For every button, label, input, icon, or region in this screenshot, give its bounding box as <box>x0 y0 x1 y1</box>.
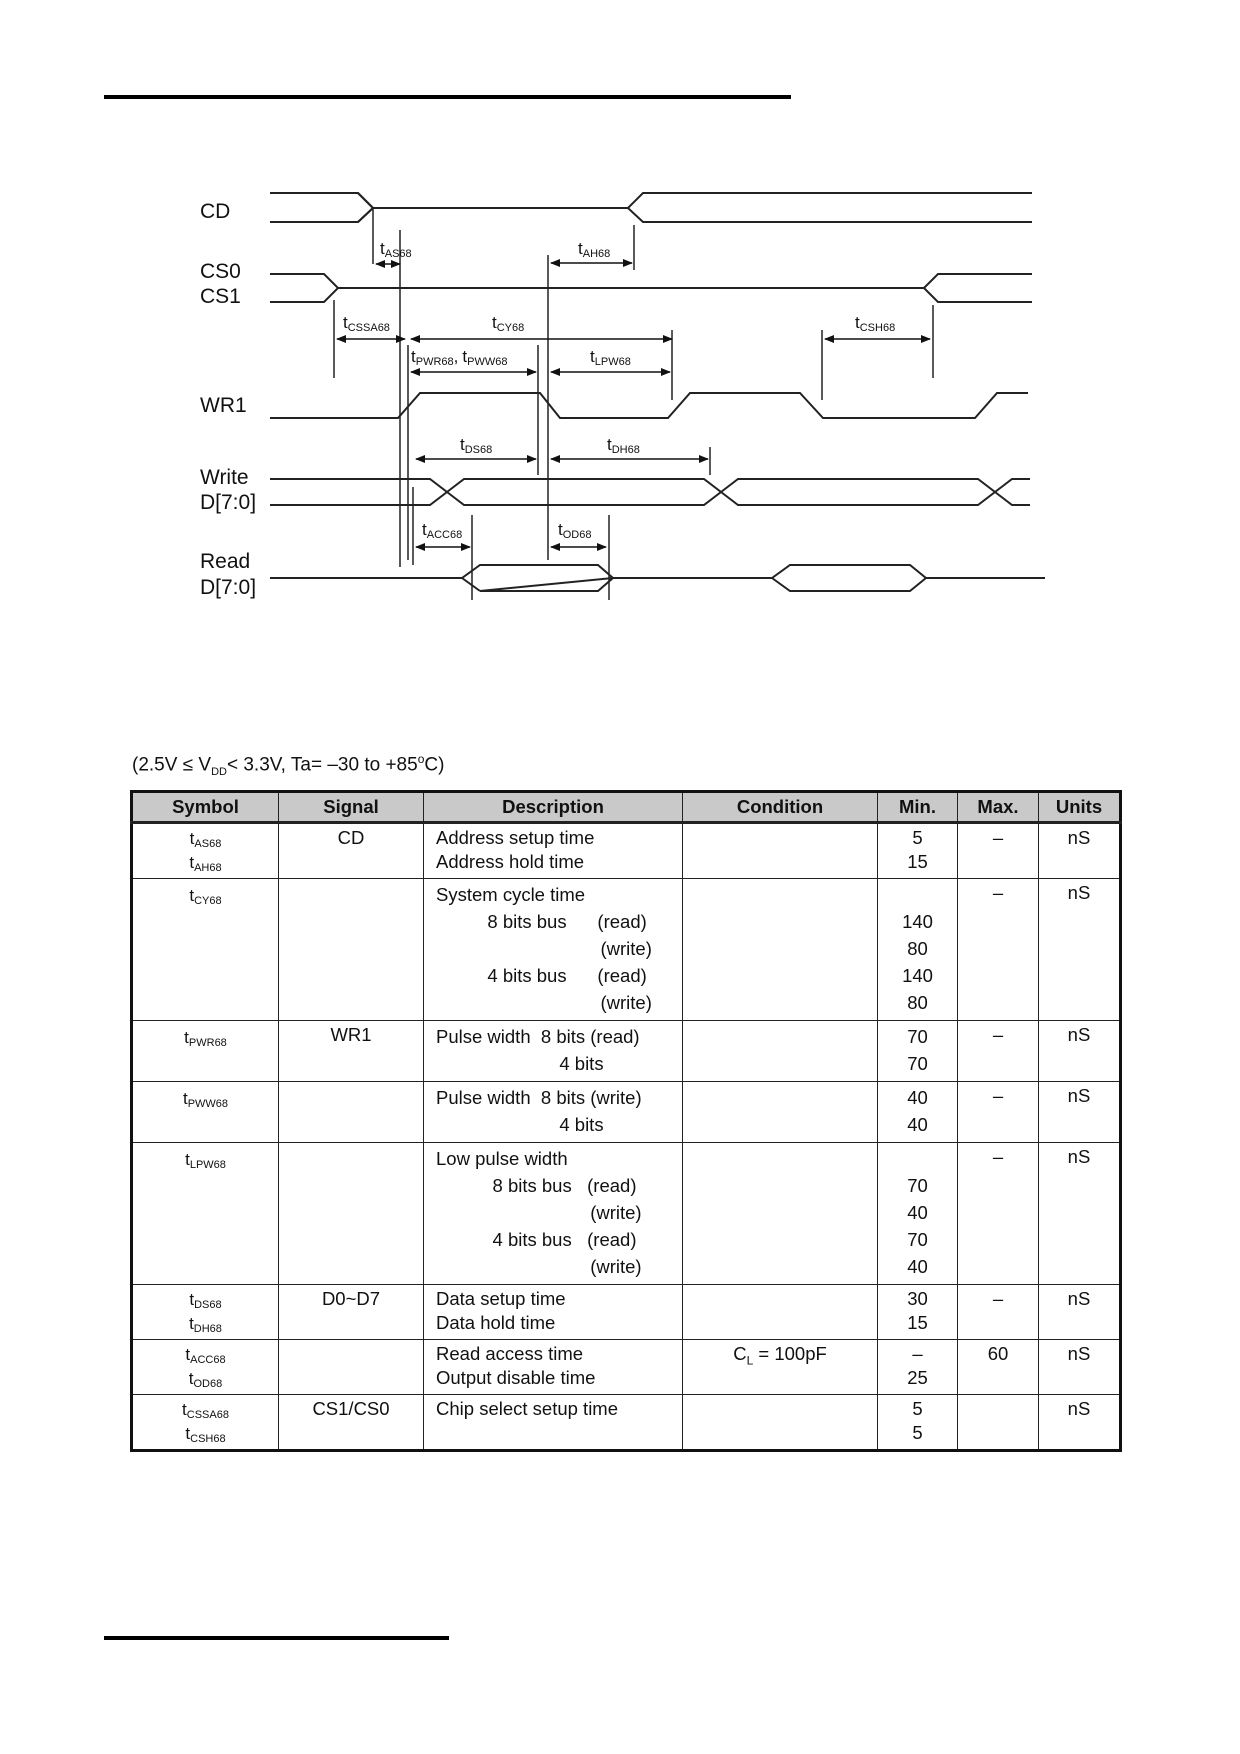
signal-cell <box>279 1285 424 1340</box>
label-write: Write <box>200 466 249 489</box>
cell-line: 70 <box>907 1026 928 1047</box>
description-cell <box>424 1340 683 1395</box>
symbol-cell <box>132 879 279 1021</box>
cell-line <box>424 1421 682 1445</box>
timing-label-ah: tAH68 <box>578 239 611 260</box>
cell-line: – <box>992 1085 1004 1106</box>
symbol-subscript: LPW68 <box>189 1159 226 1171</box>
symbol-letter: t <box>182 1400 187 1419</box>
symbol-letter: t <box>185 1345 191 1364</box>
cell-line: nS <box>1067 1288 1091 1309</box>
cell-line: Read access time <box>436 1343 584 1364</box>
wr1-waveform <box>270 393 1028 418</box>
cell-line <box>683 1287 877 1311</box>
cell-line <box>279 1145 423 1169</box>
symbol-subscript: AH68 <box>194 862 222 874</box>
cell-line <box>133 1023 278 1050</box>
cell-line: 40 <box>907 1114 928 1135</box>
symbol-letter: t <box>189 1314 194 1333</box>
table-row <box>132 1021 1121 1082</box>
cell-line <box>683 881 877 905</box>
table-row <box>132 823 1121 879</box>
timing-label-acc: tACC68 <box>422 520 463 541</box>
cell-line: nS <box>1067 1146 1091 1167</box>
cell-line: – <box>992 1024 1004 1045</box>
label-read: Read <box>200 550 251 573</box>
description-cell <box>424 1395 683 1451</box>
timing-label-lpw: tLPW68 <box>590 347 631 368</box>
footer-rule <box>104 1636 449 1640</box>
min-cell <box>878 1395 958 1451</box>
label-read-data: D[7:0] <box>200 576 257 599</box>
units-cell <box>1039 1082 1121 1143</box>
cell-line <box>683 1342 877 1366</box>
cell-line: 25 <box>907 1367 928 1388</box>
cell-line: Pulse width 8 bits (write) <box>436 1087 642 1108</box>
cell-line <box>133 826 278 850</box>
cell-line <box>133 1311 278 1335</box>
max-cell <box>958 823 1039 879</box>
symbol-subscript: ACC68 <box>190 1354 226 1366</box>
condition-cell <box>683 1143 878 1285</box>
symbol-subscript: AS68 <box>194 838 222 850</box>
symbol-cell <box>132 1340 279 1395</box>
symbol-cell <box>132 1082 279 1143</box>
label-cs0: CS0 <box>200 260 241 283</box>
symbol-letter: t <box>185 1424 191 1443</box>
max-cell <box>958 1395 1039 1451</box>
cell-line: Address setup time <box>436 827 595 848</box>
signal-cell <box>279 1021 424 1082</box>
cell-line: 5 <box>912 827 923 848</box>
symbol-cell <box>132 1395 279 1451</box>
cell-line: Low pulse width <box>436 1148 568 1169</box>
units-cell <box>1039 823 1121 879</box>
cell-line <box>958 1397 1038 1421</box>
symbol-letter: t <box>189 1290 195 1309</box>
cell-line: 5 <box>912 1398 923 1419</box>
symbol-cell <box>132 823 279 879</box>
symbol-letter: t <box>185 1150 190 1169</box>
table-row <box>132 1395 1121 1451</box>
table-header-row <box>132 792 1121 823</box>
condition-cell <box>683 1021 878 1082</box>
cell-line: 8 bits bus (read) <box>436 911 647 932</box>
cell-line: CD <box>337 827 365 848</box>
timing-label-ds: tDS68 <box>460 435 493 456</box>
timing-label-cssa: tCSSA68 <box>343 313 390 334</box>
min-cell <box>878 1021 958 1082</box>
cell-line: 80 <box>907 938 928 959</box>
units-cell <box>1039 879 1121 1021</box>
cell-line <box>133 1287 278 1311</box>
timing-label-cy: tCY68 <box>492 313 525 334</box>
max-cell <box>958 1285 1039 1340</box>
table-row <box>132 879 1121 1021</box>
symbol-letter: t <box>182 1089 188 1108</box>
cell-line: (write) <box>436 938 652 959</box>
cell-line <box>683 1145 877 1169</box>
signal-cell <box>279 1082 424 1143</box>
symbol-cell <box>132 1143 279 1285</box>
signal-cell <box>279 823 424 879</box>
max-cell <box>958 1340 1039 1395</box>
symbol-letter: t <box>189 853 195 872</box>
operating-conditions: ($2.5V \le V_{DD}< 3.3V$, Ta= –30 to $+85^oC$) <box>132 752 445 779</box>
description-cell <box>424 1082 683 1143</box>
min-cell <box>878 879 958 1021</box>
header-units: Units <box>1039 792 1121 823</box>
description-cell <box>424 879 683 1021</box>
description-cell <box>424 1143 683 1285</box>
min-cell <box>878 1340 958 1395</box>
cell-line <box>133 850 278 874</box>
cell-line: (write) <box>436 992 652 1013</box>
cell-line: 8 bits bus (read) <box>436 1175 637 1196</box>
max-cell <box>958 879 1039 1021</box>
max-cell <box>958 1143 1039 1285</box>
header-signal: Signal <box>279 792 424 823</box>
table-body <box>132 823 1121 1451</box>
cell-line: Chip select setup time <box>436 1398 619 1419</box>
cell-line: Address hold time <box>436 851 585 872</box>
cell-line: 70 <box>907 1229 928 1250</box>
cell-line: 4 bits bus (read) <box>436 965 647 986</box>
cs-waveform <box>270 274 1032 288</box>
timing-label-csh: tCSH68 <box>855 313 896 334</box>
cell-line: – <box>992 882 1004 903</box>
timing-label-as: tAS68 <box>380 239 412 260</box>
signal-cell <box>279 1395 424 1451</box>
condition-value: = 100pF <box>753 1343 827 1364</box>
cell-line: nS <box>1067 1085 1091 1106</box>
cell-line: 40 <box>907 1202 928 1223</box>
cell-line <box>683 1023 877 1047</box>
cell-line: 140 <box>902 965 933 986</box>
cell-line <box>683 1084 877 1108</box>
timing-label-od: tOD68 <box>558 520 592 541</box>
cell-line <box>133 1084 278 1111</box>
symbol-cell <box>132 1021 279 1082</box>
cell-line: D0~D7 <box>321 1288 381 1309</box>
cell-line: – <box>992 1146 1004 1167</box>
cell-line <box>279 881 423 905</box>
symbol-letter: t <box>188 1369 194 1388</box>
symbol-cell <box>132 1285 279 1340</box>
cell-line: 30 <box>907 1288 928 1309</box>
cell-line: 4 bits bus (read) <box>436 1229 637 1250</box>
symbol-letter: t <box>184 1028 189 1047</box>
timing-label-pwr-pww: tPWR68, tPWW68 <box>411 347 508 368</box>
cell-line: – <box>912 1343 923 1364</box>
cell-line: 5 <box>912 1422 923 1443</box>
signal-cell <box>279 1340 424 1395</box>
cell-line <box>133 1342 278 1366</box>
min-cell <box>878 823 958 879</box>
cell-line: nS <box>1067 827 1091 848</box>
symbol-letter: t <box>189 886 195 905</box>
symbol-letter: t <box>189 829 195 848</box>
header-max: Max. <box>958 792 1039 823</box>
cell-line <box>133 1421 278 1445</box>
symbol-subscript: DH68 <box>193 1323 222 1335</box>
condition-cell <box>683 823 878 879</box>
header-symbol: Symbol <box>132 792 279 823</box>
cell-line: (write) <box>436 1256 642 1277</box>
cell-line: 40 <box>907 1256 928 1277</box>
symbol-subscript: CSH68 <box>190 1433 226 1445</box>
cell-line: 140 <box>902 911 933 932</box>
condition-cell <box>683 1285 878 1340</box>
units-cell <box>1039 1285 1121 1340</box>
condition-cell <box>683 879 878 1021</box>
symbol-subscript: CY68 <box>194 895 222 907</box>
description-cell <box>424 1021 683 1082</box>
ac-characteristics-table <box>130 790 1122 1452</box>
table-row <box>132 1082 1121 1143</box>
cell-line: nS <box>1067 1343 1091 1364</box>
cell-line: WR1 <box>330 1024 372 1045</box>
condition-cell <box>683 1082 878 1143</box>
table-row <box>132 1143 1121 1285</box>
symbol-subscript: OD68 <box>193 1378 223 1390</box>
timing-diagram <box>0 0 1240 640</box>
cell-line <box>878 881 957 908</box>
signal-cell <box>279 1143 424 1285</box>
cell-line: 70 <box>907 1053 928 1074</box>
cell-line: Data setup time <box>436 1288 566 1309</box>
label-wr1: WR1 <box>200 394 247 417</box>
cell-line <box>683 826 877 850</box>
condition-symbol: C <box>733 1343 747 1364</box>
cell-line: nS <box>1067 1024 1091 1045</box>
table-row <box>132 1340 1121 1395</box>
units-cell <box>1039 1340 1121 1395</box>
signal-cell <box>279 879 424 1021</box>
cell-line: 4 bits <box>436 1114 604 1135</box>
min-cell <box>878 1143 958 1285</box>
cell-line <box>878 1145 957 1172</box>
cell-line: 80 <box>907 992 928 1013</box>
cell-line: – <box>992 1288 1004 1309</box>
condition-cell <box>683 1395 878 1451</box>
units-cell <box>1039 1143 1121 1285</box>
timing-label-dh: tDH68 <box>607 435 640 456</box>
cell-line: 70 <box>907 1175 928 1196</box>
write-data-waveform <box>270 479 1030 505</box>
units-cell <box>1039 1395 1121 1451</box>
read-data-waveform <box>270 565 1045 591</box>
cell-line <box>133 1397 278 1421</box>
cell-line: 15 <box>907 1312 928 1333</box>
condition-cell <box>683 1340 878 1395</box>
cell-line: 40 <box>907 1087 928 1108</box>
cell-line <box>279 1342 423 1366</box>
symbol-subscript: PWW68 <box>187 1098 229 1110</box>
header-condition: Condition <box>683 792 878 823</box>
cell-line <box>683 1397 877 1421</box>
header-min: Min. <box>878 792 958 823</box>
cell-line: nS <box>1067 1398 1091 1419</box>
cell-line <box>133 1366 278 1390</box>
label-cd: CD <box>200 200 231 223</box>
cell-line: 60 <box>987 1343 1009 1364</box>
condition-subscript: L <box>746 1353 754 1368</box>
cell-line: (write) <box>436 1202 642 1223</box>
cell-line <box>133 1145 278 1172</box>
symbol-subscript: PWR68 <box>188 1037 227 1049</box>
table-row <box>132 1285 1121 1340</box>
cell-line: 4 bits <box>436 1053 604 1074</box>
max-cell <box>958 1082 1039 1143</box>
description-cell <box>424 1285 683 1340</box>
symbol-subscript: CSSA68 <box>186 1409 229 1421</box>
cell-line: System cycle time <box>436 884 586 905</box>
label-cs1: CS1 <box>200 285 241 308</box>
cell-line: Output disable time <box>436 1367 596 1388</box>
cell-line: nS <box>1067 882 1091 903</box>
min-cell <box>878 1285 958 1340</box>
cell-line <box>133 881 278 908</box>
cell-line: CS1/CS0 <box>312 1398 390 1419</box>
label-write-data: D[7:0] <box>200 491 257 514</box>
max-cell <box>958 1021 1039 1082</box>
cell-line: – <box>992 827 1004 848</box>
symbol-subscript: DS68 <box>194 1299 222 1311</box>
cell-line <box>279 1084 423 1108</box>
min-cell <box>878 1082 958 1143</box>
cd-waveform <box>270 193 1032 208</box>
cell-line: Data hold time <box>436 1312 556 1333</box>
units-cell <box>1039 1021 1121 1082</box>
header-description: Description <box>424 792 683 823</box>
cell-line: 15 <box>907 851 928 872</box>
cell-line: Pulse width 8 bits (read) <box>436 1026 640 1047</box>
description-cell <box>424 823 683 879</box>
